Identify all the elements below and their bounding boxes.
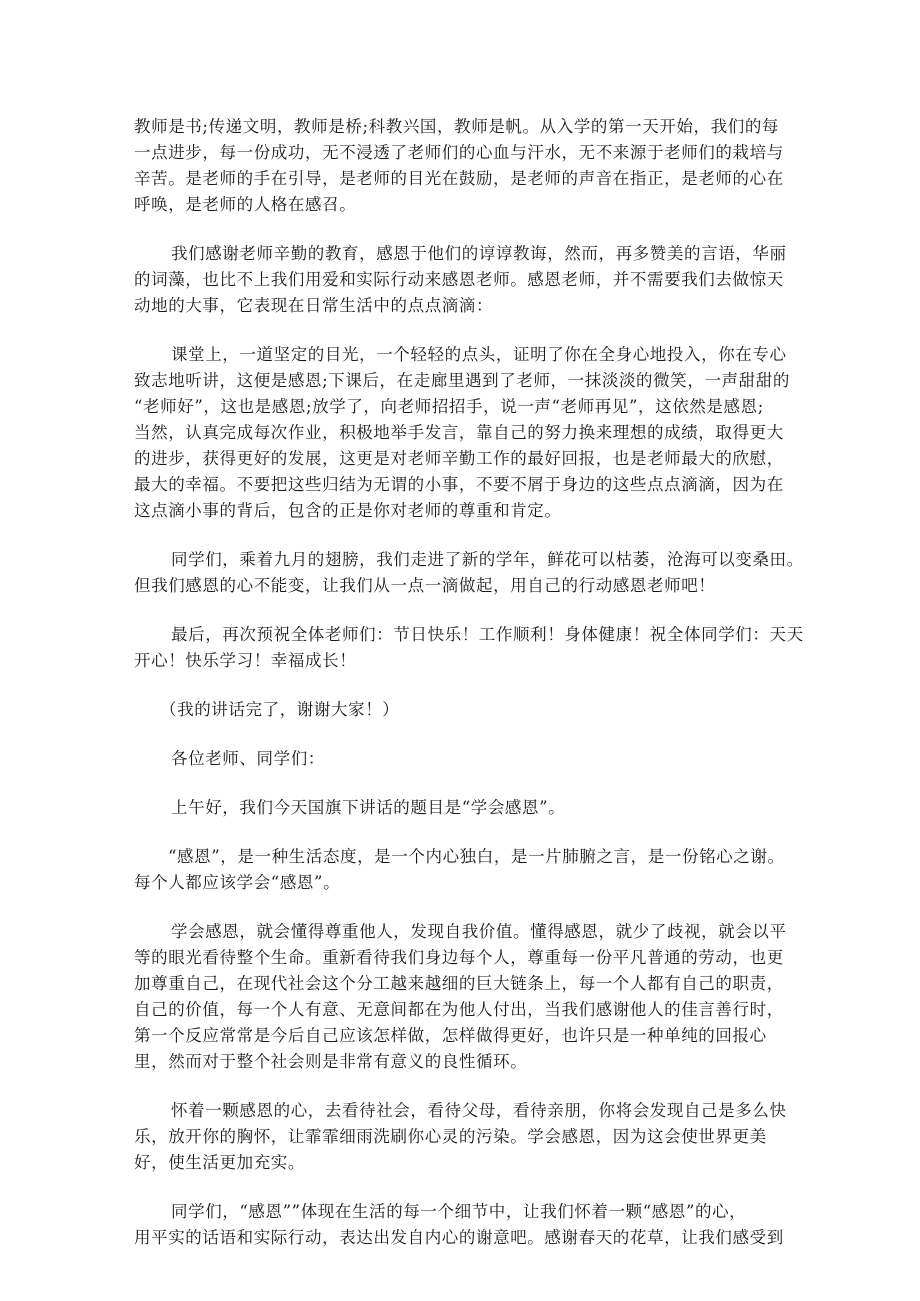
text-line: 辛苦。是老师的手在引导，是老师的目光在鼓励，是老师的声音在指正，是老师的心在 <box>134 169 784 188</box>
text-line: 当然，认真完成每次作业，积极地举手发言，靠自己的努力换来理想的成绩，取得更大 <box>134 423 784 442</box>
text-line: 开心！快乐学习！幸福成长！ <box>134 651 357 670</box>
text-line: 的进步，获得更好的发展，这更是对老师辛勤工作的最好回报，也是老师最大的欣慰， <box>134 449 784 468</box>
text-line: 致志地听讲，这便是感恩;下课后，在走廊里遇到了老师，一抹淡淡的微笑，一声甜甜的 <box>134 371 790 390</box>
text-line: 但我们感恩的心不能变，让我们从一点一滴做起，用自己的行动感恩老师吧！ <box>134 576 716 595</box>
text-line: 怀着一颗感恩的心，去看待社会，看待父母，看待亲朋，你将会发现自己是多么快 <box>171 1101 787 1120</box>
text-line: 教师是书;传递文明，教师是桥;科教兴国，教师是帆。从入学的第一天开始，我们的每 <box>134 117 780 136</box>
text-line: 课堂上，一道坚定的目光，一个轻轻的点头，证明了你在全身心地投入，你在专心 <box>171 345 787 364</box>
text-line: 动地的大事，它表现在日常生活中的点点滴滴： <box>134 296 494 315</box>
text-line: 学会感恩，就会懂得尊重他人，发现自我价值。懂得感恩，就少了歧视，就会以平 <box>171 922 787 941</box>
text-line: 同学们，“感恩””体现在生活的每一个细节中，让我们怀着一颗“感恩”的心， <box>171 1202 747 1221</box>
text-line: 第一个反应常常是今后自己应该怎样做，怎样做得更好，也许只是一种单纯的回报心 <box>134 1026 767 1045</box>
text-line: 每个人都应该学会“感恩”。 <box>134 873 341 892</box>
text-line: 自己的价值，每一个人有意、无意间都在为他人付出，当我们感谢他人的佳言善行时， <box>134 1000 784 1019</box>
text-line: “感恩”，是一种生活态度，是一个内心独白，是一片肺腑之言，是一份铭心之谢。 <box>168 847 785 866</box>
text-line: 最后，再次预祝全体老师们：节日快乐！工作顺利！身体健康！祝全体同学们：天天 <box>171 625 804 644</box>
text-line: 最大的幸福。不要把这些归结为无谓的小事，不要不屑于身边的这些点点滴滴，因为在 <box>134 475 784 494</box>
text-line: （我的讲话完了，谢谢大家！） <box>160 700 400 719</box>
text-line: 我们感谢老师辛勤的教育，感恩于他们的谆谆教诲，然而，再多赞美的言语，华丽 <box>171 244 787 263</box>
text-line: “老师好”，这也是感恩;放学了，向老师招招手，说一声“老师再见”，这依然是感恩; <box>134 397 764 416</box>
text-line: 这点滴小事的背后，包含的正是你对老师的尊重和肯定。 <box>134 501 562 520</box>
text-line: 同学们，乘着九月的翅膀，我们走进了新的学年，鲜花可以枯萎，沧海可以变桑田。 <box>171 550 804 569</box>
text-line: 好，使生活更加充实。 <box>134 1153 305 1172</box>
text-line: 的词藻，也比不上我们用爱和实际行动来感恩老师。感恩老师，并不需要我们去做惊天 <box>134 270 784 289</box>
text-line: 加尊重自己，在现代社会这个分工越来越细的巨大链条上，每一个人都有自己的职责， <box>134 974 784 993</box>
text-line: 用平实的话语和实际行动，表达出发自内心的谢意吧。感谢春天的花草，让我们感受到 <box>134 1228 784 1247</box>
text-line: 等的眼光看待整个生命。重新看待我们身边每个人，尊重每一份平凡普通的劳动，也更 <box>134 948 784 967</box>
text-line: 呼唤，是老师的人格在感召。 <box>134 195 357 214</box>
text-line: 一点进步，每一份成功，无不浸透了老师们的心血与汗水，无不来源于老师们的栽培与 <box>134 143 784 162</box>
text-line: 各位老师、同学们： <box>171 749 325 768</box>
text-line: 乐，放开你的胸怀，让霏霏细雨洗刷你心灵的污染。学会感恩，因为这会使世界更美 <box>134 1127 767 1146</box>
text-line: 上午好，我们今天国旗下讲话的题目是“学会感恩”。 <box>171 798 566 817</box>
text-line: 里，然而对于整个社会则是非常有意义的良性循环。 <box>134 1052 528 1071</box>
